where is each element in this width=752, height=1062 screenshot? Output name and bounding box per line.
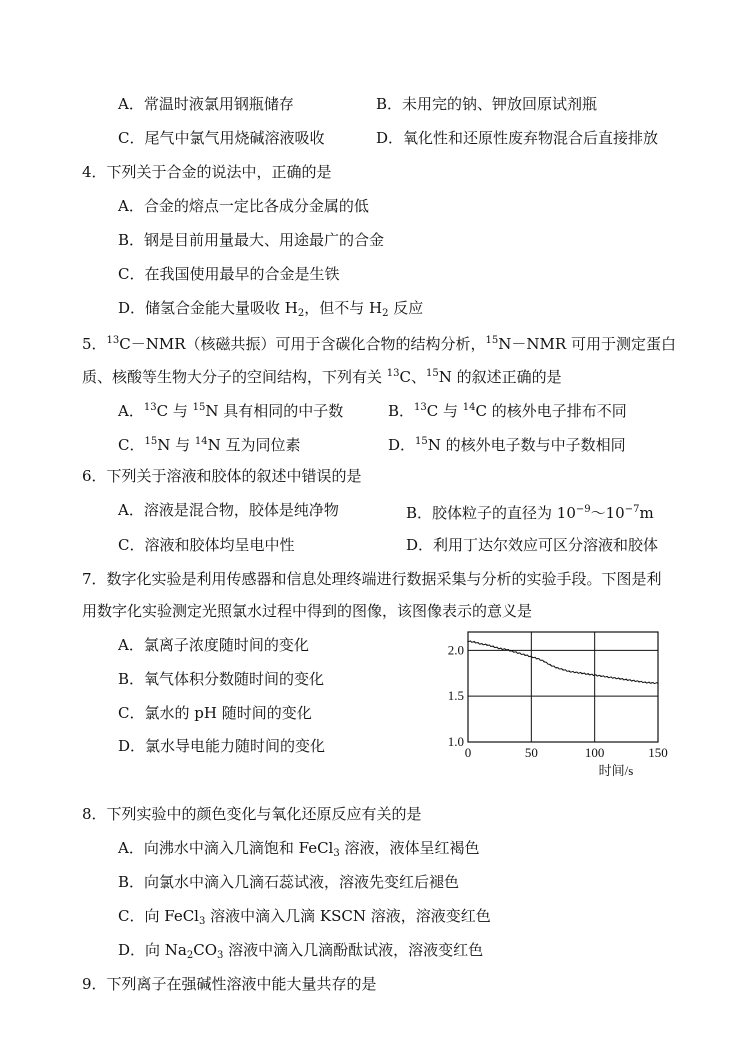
q5-option-d: D．$^{15}$N 的核外电子数与中子数相同 (388, 436, 626, 454)
chart-data-point (619, 678, 620, 679)
q7-option-d: D．氯水导电能力随时间的变化 (118, 737, 326, 755)
chart-data-point (505, 649, 506, 650)
chart-data-point (569, 671, 570, 672)
chart-data-point (467, 641, 468, 642)
q6-option-d: D．利用丁达尔效应可区分溶液和胶体 (406, 536, 659, 554)
q7-option-b: B．氧气体积分数随时间的变化 (118, 670, 325, 688)
q8-option-b: B．向氯水中滴入几滴石蕊试液，溶液先变红后褪色 (118, 873, 460, 891)
chart-data-point (575, 672, 576, 673)
chart-data-point (581, 673, 582, 674)
q4-option-a: A．合金的熔点一定比各成分金属的低 (118, 197, 369, 215)
chart-y-tick-label: 1.0 (447, 734, 464, 749)
chart-y-tick-label: 2.0 (447, 642, 464, 658)
chart-data-point (537, 658, 538, 659)
chart-data-point (512, 651, 513, 652)
chart-y-tick-label: 1.5 (447, 688, 464, 704)
q6-option-b: B．胶体粒子的直径为 $10^{-9}\sim 10^{-7}m$ (406, 504, 654, 522)
chart-data-point (651, 682, 652, 683)
chart-data-point (626, 679, 627, 680)
q8-stem: 8．下列实验中的颜色变化与氧化还原反应有关的是 (82, 805, 422, 823)
chart-data-point (632, 680, 633, 681)
q4-stem: 4．下列关于合金的说法中，正确的是 (82, 163, 332, 181)
q7-stem-line2: 用数字化实验测定光照氯水过程中得到的图像，该图像表示的意义是 (82, 602, 533, 620)
chart-data-point (518, 652, 519, 653)
chart-data-point (562, 669, 563, 670)
q8-option-a: A．向沸水中滴入几滴饱和 FeCl$_3$ 溶液，液体呈红褐色 (118, 839, 480, 859)
q3-option-d: D．氧化性和还原性废弃物混合后直接排放 (376, 129, 659, 147)
q5-stem-line2: 质、核酸等生物大分子的空间结构，下列有关 $^{13}$C、$^{15}$N 的叙述正确的是 (82, 368, 562, 386)
chart-data-point (543, 661, 544, 662)
chart-x-tick-label: 100 (584, 745, 605, 760)
q3-option-a: A．常温时液氯用钢瓶储存 (118, 95, 294, 113)
chart-data-point (588, 674, 589, 675)
q3-option-c: C．尾气中氯气用烧碱溶液吸收 (118, 129, 325, 147)
chart-data-point (607, 676, 608, 677)
chart-data-point (531, 656, 532, 657)
chart-data-point (556, 667, 557, 668)
q4-option-d: D．储氢合金能大量吸收 $H_2$，但不与 $H_2$ 反应 (118, 299, 424, 319)
chart-x-tick-label: 50 (524, 745, 538, 760)
q5-stem-line1: 5．$^{13}$C－NMR（核磁共振）可用于含碳化合物的结构分析，$^{15}$N－NMR 可用于测定蛋白 (82, 335, 676, 353)
q9-stem: 9．下列离子在强碱性溶液中能大量共存的是 (82, 975, 377, 993)
chart-data-point (613, 677, 614, 678)
q5-option-b: B．$^{13}$C 与 $^{14}$C 的核外电子排布不同 (388, 402, 627, 420)
chart-data-point (594, 674, 595, 675)
chart-data-point (499, 648, 500, 649)
chart-data-point (657, 683, 658, 684)
q6-option-c: C．溶液和胶体均呈电中性 (118, 536, 295, 554)
chart-plot-frame (468, 632, 658, 742)
chart-x-tick-label: 150 (648, 745, 668, 760)
chart-data-point (474, 641, 475, 642)
chart-data-point (524, 654, 525, 655)
chart-x-tick-label: 0 (464, 745, 472, 760)
chart-data-point (550, 664, 551, 665)
q5-option-c: C．$^{15}$N 与 $^{14}$N 互为同位素 (118, 436, 301, 454)
q7-option-a: A．氯离子浓度随时间的变化 (118, 636, 309, 654)
q4-option-b: B．钢是目前用量最大、用途最广的合金 (118, 231, 385, 249)
q6-stem: 6．下列关于溶液和胶体的叙述中错误的是 (82, 467, 362, 485)
q4-option-c: C．在我国使用最早的合金是生铁 (118, 265, 340, 283)
q8-option-c: C．向 FeCl$_3$ 溶液中滴入几滴 KSCN 溶液，溶液变红色 (118, 907, 491, 927)
chart-data-point (645, 682, 646, 683)
chart-data-point (480, 643, 481, 644)
chart-x-axis-label: 时间/s (598, 763, 634, 778)
q7-option-c: C．氯水的 pH 随时间的变化 (118, 704, 312, 722)
q5-option-a: A．$^{13}$C 与 $^{15}$N 具有相同的中子数 (118, 402, 344, 420)
chlorine-water-chart (436, 620, 676, 780)
chart-data-point (493, 646, 494, 647)
q8-option-d: D．向 $Na_2CO_3$ 溶液中滴入几滴酚酞试液，溶液变红色 (118, 941, 484, 961)
chart-data-point (600, 675, 601, 676)
chart-data-point (486, 644, 487, 645)
q6-option-a: A．溶液是混合物，胶体是纯净物 (118, 501, 339, 519)
chart-series-line (468, 641, 658, 684)
q7-stem-line1: 7．数字化实验是利用传感器和信息处理终端进行数据采集与分析的实验手段。下图是利 (82, 570, 662, 588)
chart-data-point (638, 681, 639, 682)
q3-option-b: B．未用完的钠、钾放回原试剂瓶 (376, 95, 598, 113)
